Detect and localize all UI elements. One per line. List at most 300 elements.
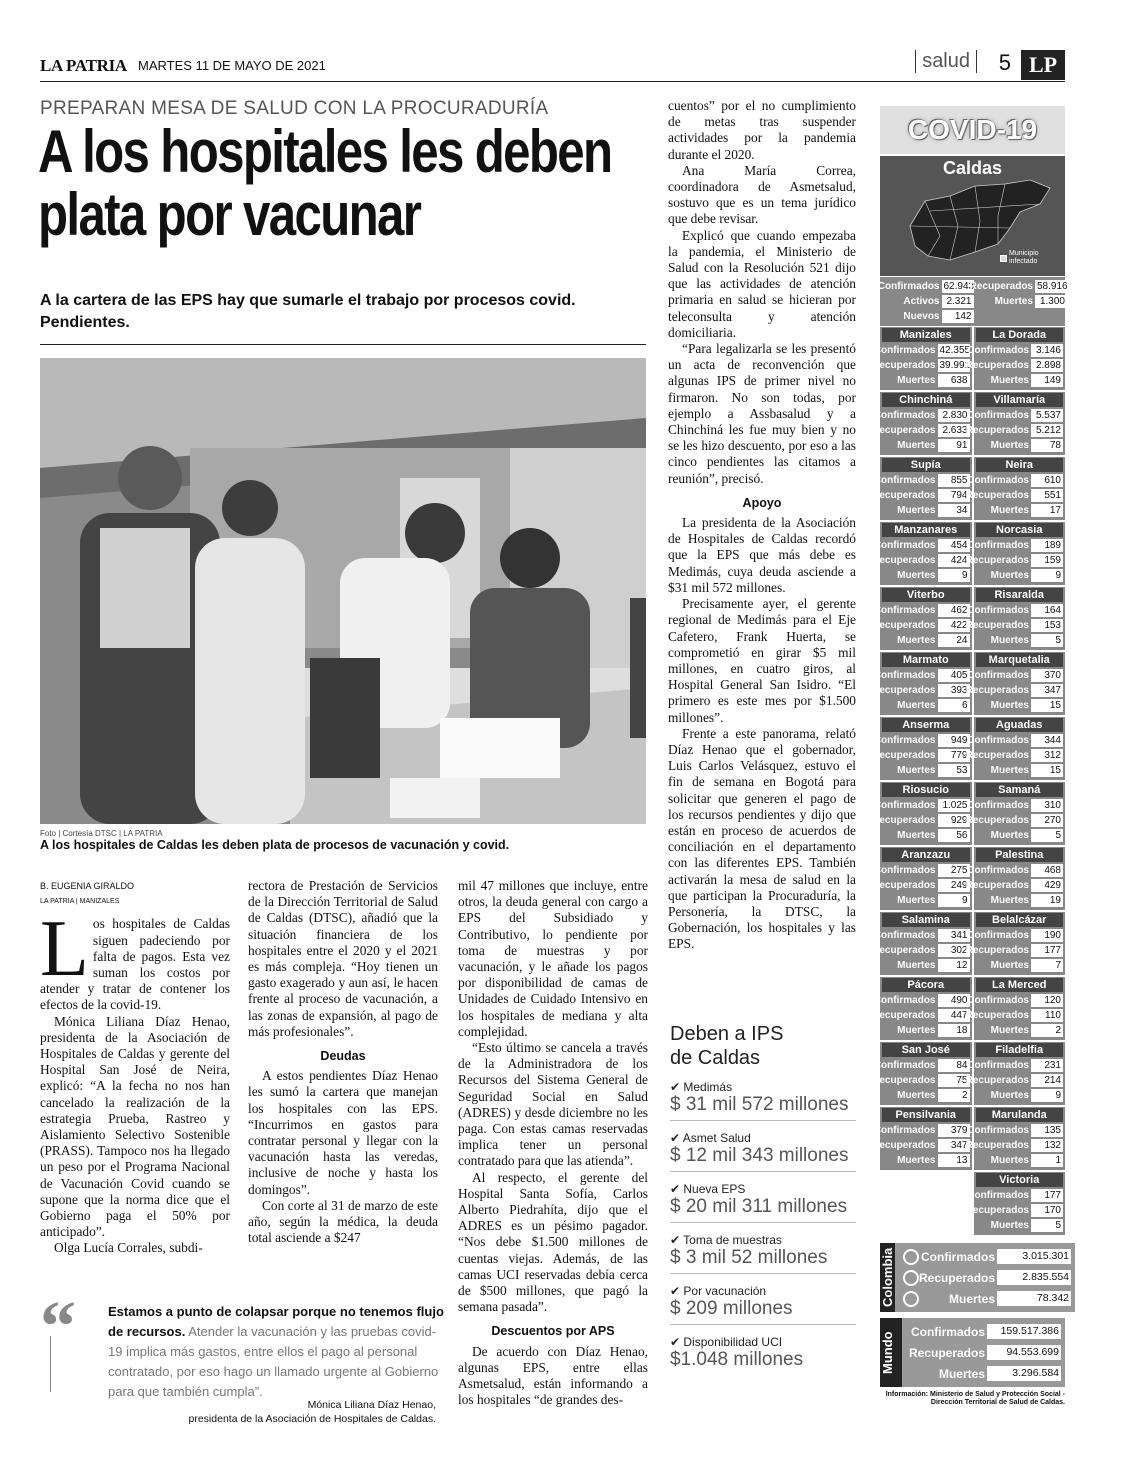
stat-row [965, 878, 1064, 893]
covid-logo: COVID-19 [880, 106, 1065, 154]
stat-value: 551 [1031, 489, 1063, 502]
stat-row [965, 553, 1064, 568]
colombia-box [880, 1243, 1070, 1312]
due-label: ✔ Disponibilidad UCI [670, 1335, 783, 1349]
stat-label: Confirmados [873, 735, 936, 746]
municipality-block [872, 327, 972, 390]
dropcap: L [40, 905, 89, 994]
subheading-deudas: Deudas [320, 1049, 366, 1064]
municipality-block [872, 457, 972, 520]
map-legend [1000, 250, 1057, 266]
stat-row [965, 423, 1064, 438]
stat-value: 53 [938, 764, 970, 777]
stat-row [882, 1023, 970, 1038]
stat-row [976, 763, 1064, 778]
municipality-name: Manizales [882, 328, 970, 342]
stat-label: Muertes [897, 375, 936, 386]
stat-value: 94.553.699 [987, 1345, 1061, 1360]
due-amount: $ 12 mil 343 millones [670, 1145, 856, 1172]
stat-value: 214 [1031, 1074, 1063, 1087]
stat-label: Muertes [897, 1025, 936, 1036]
covid-panel [872, 106, 1070, 1407]
due-item [670, 1335, 856, 1375]
stat-row [967, 538, 1064, 553]
municipality-block [965, 327, 1066, 390]
municipality-name: San José [882, 1043, 970, 1057]
municipality-name: Marquetalia [976, 653, 1064, 667]
stat-row [873, 1123, 970, 1138]
municipality-name: Samaná [976, 783, 1064, 797]
stat-value: 794 [938, 489, 970, 502]
stat-label: Activos [903, 296, 940, 307]
section-name: salud [915, 50, 977, 73]
stat-row [882, 828, 970, 843]
stat-value: 164 [1031, 604, 1063, 617]
stat-row [882, 698, 970, 713]
stat-label: Muertes [897, 1155, 936, 1166]
stat-label: Confirmados [967, 1060, 1029, 1071]
stat-value: 9 [938, 569, 970, 582]
stat-label: Muertes [897, 960, 936, 971]
stat-label: Recuperados [965, 750, 1029, 761]
municipality-block [872, 1042, 972, 1105]
stat-value: 153 [1031, 619, 1063, 632]
subheading-descuentos: Descuentos por APS [491, 1324, 615, 1339]
stat-label: Muertes [990, 440, 1029, 451]
stat-value: 379 [938, 1124, 970, 1137]
stat-row [967, 343, 1064, 358]
stat-row [873, 668, 970, 683]
stat-row [967, 1188, 1064, 1203]
stat-value: 189 [1031, 539, 1063, 552]
stat-row [976, 503, 1064, 518]
stat-label: Muertes [990, 830, 1029, 841]
municipality-name: Manzanares [882, 523, 970, 537]
stat-label: Confirmados [967, 345, 1029, 356]
byline: B. EUGENIA GIRALDO [40, 881, 135, 891]
stat-row [976, 893, 1064, 908]
stat-value: 15 [1031, 699, 1063, 712]
stat-value: 249 [938, 879, 970, 892]
municipality-name: Marulanda [976, 1108, 1064, 1122]
stat-value: 34 [938, 504, 970, 517]
stat-label: Muertes [938, 1366, 985, 1381]
stat-row [967, 668, 1064, 683]
paragraph: Ana María Correa, coordinadora de Asmetsalud, sostuvo que es un tema jurídico que debe revisar. [668, 162, 856, 227]
mundo-rows [902, 1318, 1065, 1387]
stat-value: 190 [1031, 929, 1063, 942]
stat-row [872, 683, 970, 698]
stat-row [873, 928, 970, 943]
due-label: ✔ Toma de muestras [670, 1233, 782, 1247]
stat-label: Muertes [990, 700, 1029, 711]
legend-label: Municipio infectado [1009, 250, 1039, 265]
lp-logo: LP [1021, 50, 1065, 80]
stat-value: 1.025 [938, 799, 970, 812]
stat-row [899, 1267, 1071, 1288]
stat-row [976, 828, 1064, 843]
stat-row [899, 1288, 1071, 1309]
stat-label: Confirmados [873, 865, 936, 876]
stat-label: Confirmados [967, 1190, 1029, 1201]
quote-bold: Estamos a punto de colapsar porque no tenemos flujo de recursos. [108, 1304, 444, 1339]
stat-value: 3.296.584 [987, 1366, 1061, 1381]
stat-row [882, 958, 970, 973]
municipality-block [872, 587, 972, 650]
stat-row [976, 373, 1064, 388]
stat-value: 13 [938, 1154, 970, 1167]
stat-value: 1.300 [1035, 295, 1067, 308]
stat-label: Muertes [994, 296, 1033, 307]
stat-row [873, 863, 970, 878]
stat-row [906, 1363, 1061, 1384]
stat-row [882, 893, 970, 908]
municipality-name: Victoria [976, 1173, 1064, 1187]
due-item [670, 1080, 856, 1121]
stat-row [872, 943, 970, 958]
due-label: ✔ Por vacunación [670, 1284, 767, 1298]
stat-value: 91 [938, 439, 970, 452]
municipality-name: Palestina [976, 848, 1064, 862]
stat-row [872, 553, 970, 568]
stat-label: Recuperados [872, 555, 936, 566]
stat-label: Confirmados [873, 995, 936, 1006]
photo-credit: Foto | Cortesía DTSC | LA PATRIA [40, 829, 163, 838]
paragraph: “Para legalizarla se les presentó un acta de reconvención que algunas IPS de primer nivel no firmaron. No son todas, por ejemplo a Assbasalud y a Chinchiná les fue muy bien y no se les hizo descuento, por eso a las cinco pendientes las citamos a reunión”, precisó. [668, 341, 856, 486]
stat-label: Confirmados [967, 930, 1029, 941]
stat-value: 78.342 [997, 1291, 1071, 1306]
stat-row [872, 878, 970, 893]
stat-value: 9 [1031, 1089, 1063, 1102]
stat-value: 312 [1031, 749, 1063, 762]
municipality-block [872, 912, 972, 975]
article-col-4 [668, 98, 856, 953]
article-col-1 [40, 878, 230, 1257]
paragraph: Precisamente ayer, el gerente regional de Medimás para el Eje Cafetero, Frank Huerta, se comprometió en girar $5 mil millones, en cuatro giros, al Hospital General San Isidro. “El primero es este mes por $1.500 millones”. [668, 596, 856, 725]
municipality-name: Viterbo [882, 588, 970, 602]
stat-value: 3.146 [1031, 344, 1063, 357]
stat-row [872, 423, 970, 438]
stat-label: Recuperados [872, 1140, 936, 1151]
municipality-block [965, 847, 1066, 910]
stat-label: Recuperados [872, 815, 936, 826]
stat-value: 18 [938, 1024, 970, 1037]
caldas-totals [877, 277, 1068, 326]
stat-label: Muertes [897, 895, 936, 906]
stat-label: Recuperados [872, 685, 936, 696]
stat-row [873, 408, 970, 423]
stat-label: Recuperados [965, 945, 1029, 956]
divider [40, 344, 646, 345]
quote-name: Mónica Liliana Díaz Henao, [307, 1399, 436, 1411]
stat-value: 177 [1031, 1189, 1063, 1202]
stat-label: Muertes [990, 635, 1029, 646]
stat-value: 9 [938, 894, 970, 907]
stat-value: 270 [1031, 814, 1063, 827]
stat-value: 468 [1031, 864, 1063, 877]
quote-rest: Atender la vacunación y las pruebas covid-19 implica más gastos, entre ellos el pago al personal contratado, por eso hago un llamado urgente al Gobierno para que también cumpla”. [108, 1324, 439, 1399]
stat-label: Confirmados [967, 995, 1029, 1006]
stat-row [976, 958, 1064, 973]
stat-label: Confirmados [921, 1249, 996, 1264]
stat-row [967, 733, 1064, 748]
dues-title-line: de Caldas [670, 1047, 761, 1069]
stat-value: 462 [938, 604, 970, 617]
stat-row [873, 733, 970, 748]
photo-caption: A los hospitales de Caldas les deben plata de procesos de vacunación y covid. [40, 838, 510, 852]
stat-label: Recuperados [872, 490, 936, 501]
stat-value: 5.212 [1031, 424, 1063, 437]
stat-value: 2.633 [938, 424, 970, 437]
municipality-name: Aguadas [976, 718, 1064, 732]
stat-label: Confirmados [873, 800, 936, 811]
municipality-name: Pácora [882, 978, 970, 992]
stat-row [906, 1342, 1061, 1363]
stat-value: 62.943 [943, 281, 975, 292]
stat-row [873, 603, 970, 618]
stat-row [872, 618, 970, 633]
stat-row [967, 798, 1064, 813]
legend-swatch [1000, 255, 1007, 262]
stat-label: Confirmados [873, 605, 936, 616]
stat-row [967, 473, 1064, 488]
stat-label: Muertes [897, 1090, 936, 1101]
stat-value: 9 [1031, 569, 1063, 582]
stat-value: 422 [938, 619, 970, 632]
paragraph: “Esto último se cancela a través de la Administradora de los Recursos del Sistema General de Seguridad Social en Salud (ADRES) y desde diciembre no les paga. Con estas camas reservadas implica tener un personal contratado para que las atienda”. [458, 1040, 648, 1169]
stat-value: 275 [938, 864, 970, 877]
municipality-name: Belalcázar [976, 913, 1064, 927]
stat-row [882, 763, 970, 778]
stat-label: Muertes [990, 505, 1029, 516]
stat-value: 949 [938, 734, 970, 747]
byline-sub: LA PATRIA | MANIZALES [40, 898, 120, 906]
municipality-block [872, 847, 972, 910]
stat-row [882, 1153, 970, 1168]
stat-label: Recuperados [965, 880, 1029, 891]
stat-value: 135 [1031, 1124, 1063, 1137]
stat-value: 5 [1031, 1219, 1063, 1232]
caldas-map [880, 156, 1065, 276]
colombia-rows [895, 1243, 1075, 1312]
stat-row [965, 1203, 1064, 1218]
stat-label: Confirmados [873, 540, 936, 551]
municipality-block [965, 912, 1066, 975]
stat-label: Muertes [897, 570, 936, 581]
vaccination-photo [40, 358, 646, 824]
stat-label: Recuperados [872, 1010, 936, 1021]
stat-value: 39.991 [939, 360, 971, 371]
stat-value: 7 [1031, 959, 1063, 972]
stat-value: 393 [938, 684, 970, 697]
stat-label: Muertes [897, 830, 936, 841]
stat-label: Confirmados [873, 345, 936, 356]
quote-role: presidenta de la Asociación de Hospitales de Caldas. [188, 1413, 436, 1425]
stat-value: 5.537 [1031, 409, 1063, 422]
stat-row [976, 438, 1064, 453]
stat-value: 429 [1031, 879, 1063, 892]
headline [38, 118, 612, 248]
paragraph: De acuerdo con Díaz Henao, algunas EPS, entre ellas Asmetsalud, están informando a los hospitales “de grandes des- [458, 1343, 648, 1408]
stat-row [967, 603, 1064, 618]
municipality-name: Aranzazu [882, 848, 970, 862]
dues-box [670, 1022, 856, 1375]
stat-row [882, 373, 970, 388]
due-label: ✔ Medimás [670, 1080, 733, 1094]
stat-row [965, 488, 1064, 503]
municipality-block [965, 782, 1066, 845]
stat-row [965, 1138, 1064, 1153]
stat-value: 347 [938, 1139, 970, 1152]
stat-label: Recuperados [872, 1075, 936, 1086]
stat-label: Recuperados [969, 281, 1033, 292]
stat-label: Recuperados [872, 425, 936, 436]
stat-value: 110 [1031, 1009, 1063, 1022]
stat-label: Muertes [990, 960, 1029, 971]
stat-value: 310 [1031, 799, 1063, 812]
municipality-name: Supía [882, 458, 970, 472]
stat-label: Muertes [990, 1090, 1029, 1101]
stat-value: 5 [1031, 829, 1063, 842]
page-number: 5 [998, 50, 1011, 75]
stat-value: 1 [1031, 1154, 1063, 1167]
stat-value: 5 [1031, 634, 1063, 647]
dues-title-line: Deben a IPS [670, 1023, 784, 1045]
paragraph: cuentos” por el no cumplimiento de metas tras suspender actividades por la pandemia durante el 2020. [668, 98, 856, 162]
due-item [670, 1182, 856, 1223]
stat-value: 2 [938, 1089, 970, 1102]
confirmed-icon [903, 1249, 919, 1265]
municipality-block [965, 522, 1066, 585]
stat-row [872, 488, 970, 503]
due-item [670, 1233, 856, 1274]
stat-row [882, 568, 970, 583]
stat-label: Confirmados [967, 410, 1029, 421]
stat-value: 779 [938, 749, 970, 762]
stat-value: 170 [1031, 1204, 1063, 1217]
mundo-box [880, 1318, 1065, 1387]
stat-value: 341 [938, 929, 970, 942]
municipality-block [965, 1172, 1066, 1235]
due-amount: $ 20 mil 311 millones [670, 1196, 856, 1223]
stat-label: Recuperados [919, 1270, 996, 1285]
stat-row [976, 1153, 1064, 1168]
stat-label: Confirmados [873, 410, 936, 421]
stat-label: Confirmados [967, 475, 1029, 486]
municipality-name: Norcasia [976, 523, 1064, 537]
municipality-block [872, 977, 972, 1040]
stat-row [873, 1058, 970, 1073]
article-col-3 [458, 878, 648, 1409]
stat-value: 132 [1031, 1139, 1063, 1152]
stat-row [965, 618, 1064, 633]
caldas-totals-left [877, 279, 975, 324]
due-label: ✔ Nueva EPS [670, 1182, 746, 1196]
stat-label: Confirmados [910, 1324, 985, 1339]
stat-label: Muertes [897, 505, 936, 516]
stat-label: Confirmados [967, 670, 1029, 681]
stat-row [976, 1088, 1064, 1103]
stat-label: Recuperados [872, 620, 936, 631]
stat-row [873, 993, 970, 1008]
stat-row [965, 1073, 1064, 1088]
stat-value: 2 [1031, 1024, 1063, 1037]
stat-row [882, 438, 970, 453]
stat-label: Recuperados [965, 1205, 1029, 1216]
headline-text: A los hospitales les deben plata por vacunar [38, 118, 612, 248]
stat-value: 454 [938, 539, 970, 552]
stat-row [882, 503, 970, 518]
municipality-block [872, 782, 972, 845]
recovered-icon [903, 1270, 919, 1286]
stat-label: Confirmados [967, 865, 1029, 876]
stat-row [872, 1138, 970, 1153]
stat-value: 24 [938, 634, 970, 647]
municipality-block [965, 652, 1066, 715]
dues-title [670, 1022, 856, 1070]
stat-label: Confirmados [873, 1060, 936, 1071]
stat-label: Recuperados [872, 945, 936, 956]
stat-value: 56 [938, 829, 970, 842]
municipality-block [872, 392, 972, 455]
due-item [670, 1284, 856, 1325]
due-amount: $ 3 mil 52 millones [670, 1247, 856, 1274]
map-title: Caldas [942, 158, 1003, 178]
municipality-block [872, 652, 972, 715]
paragraph: Explicó que cuando empezaba la pandemia, el Ministerio de Salud con la Resolución 521 dijo que las actividades de atención primaria en salud se hicieran por teleconsulta y atención domiciliaria. [668, 227, 856, 340]
stat-row [872, 358, 971, 373]
stat-row [967, 1058, 1064, 1073]
stat-row [976, 633, 1064, 648]
article-col-2 [248, 878, 438, 1246]
stat-value: 149 [1031, 374, 1063, 387]
stat-label: Recuperados [965, 1010, 1029, 1021]
municipality-block [965, 977, 1066, 1040]
stat-row [967, 408, 1064, 423]
paragraph: Frente a este panorama, relató Díaz Henao que el gobernador, Luis Carlos Velásquez, estuvo el fin de semana en Bogotá para solicitar que generen el pago de los recursos pendientes y dijo que están en proceso de acuerdos de conciliación en el departamento con las diferentes EPS. También activarán la mesa de salud en la que participan la Procuraduría, la Personería, la DTSC, la Gobernación, los hospitales y las EPS. [668, 725, 856, 952]
paragraph: Mónica Liliana Díaz Henao, presidenta de la Asociación de Hospitales de Caldas y gerente del Hospital San José de Neira, explicó: “A la fecha no nos han cancelado la realización de la estrategia Prueba, Rastreo y Aislamiento Selectivo Sostenible (PRASS). Tampoco nos ha llegado un peso por el Programa Nacional de Vacunación Covid cuando se supone que la norma dice que el Gobierno paga el 50% por anticipado”. [40, 1013, 230, 1240]
stat-label: Recuperados [872, 360, 936, 371]
due-item [670, 1131, 856, 1172]
stat-value: 347 [1031, 684, 1063, 697]
stat-value: 120 [1031, 994, 1063, 1007]
stat-label: Recuperados [965, 685, 1029, 696]
municipality-name: Marmato [882, 653, 970, 667]
paragraph: Con corte al 31 de marzo de este año, según la médica, la deuda total asciende a $247 [248, 1197, 438, 1246]
stat-label: Nuevos [903, 311, 940, 322]
stat-label: Recuperados [872, 750, 936, 761]
kicker: PREPARAN MESA DE SALUD CON LA PROCURADURÍA [40, 98, 549, 119]
stat-label: Muertes [990, 1155, 1029, 1166]
municipality-name: Filadelfia [976, 1043, 1064, 1057]
paper-date: MARTES 11 DE MAYO DE 2021 [138, 58, 326, 73]
stat-row [969, 279, 1068, 294]
stat-value: 84 [938, 1059, 970, 1072]
stat-label: Recuperados [965, 1140, 1029, 1151]
stat-row [965, 683, 1064, 698]
stat-value: 12 [938, 959, 970, 972]
municipality-block [872, 522, 972, 585]
stat-row [967, 928, 1064, 943]
stat-value: 2.835.554 [997, 1270, 1071, 1285]
stat-label: Recuperados [872, 880, 936, 891]
quote-attribution [189, 1398, 437, 1426]
stat-value: 2.898 [1031, 359, 1063, 372]
stat-label: Confirmados [877, 281, 940, 292]
stat-value: 610 [1031, 474, 1063, 487]
paragraph: La presidenta de la Asociación de Hospitales de Caldas recordó que la EPS que más debe es Medimás, cuya deuda asciende a $31 mil 572 millones. [668, 515, 856, 595]
stat-row [882, 309, 974, 324]
